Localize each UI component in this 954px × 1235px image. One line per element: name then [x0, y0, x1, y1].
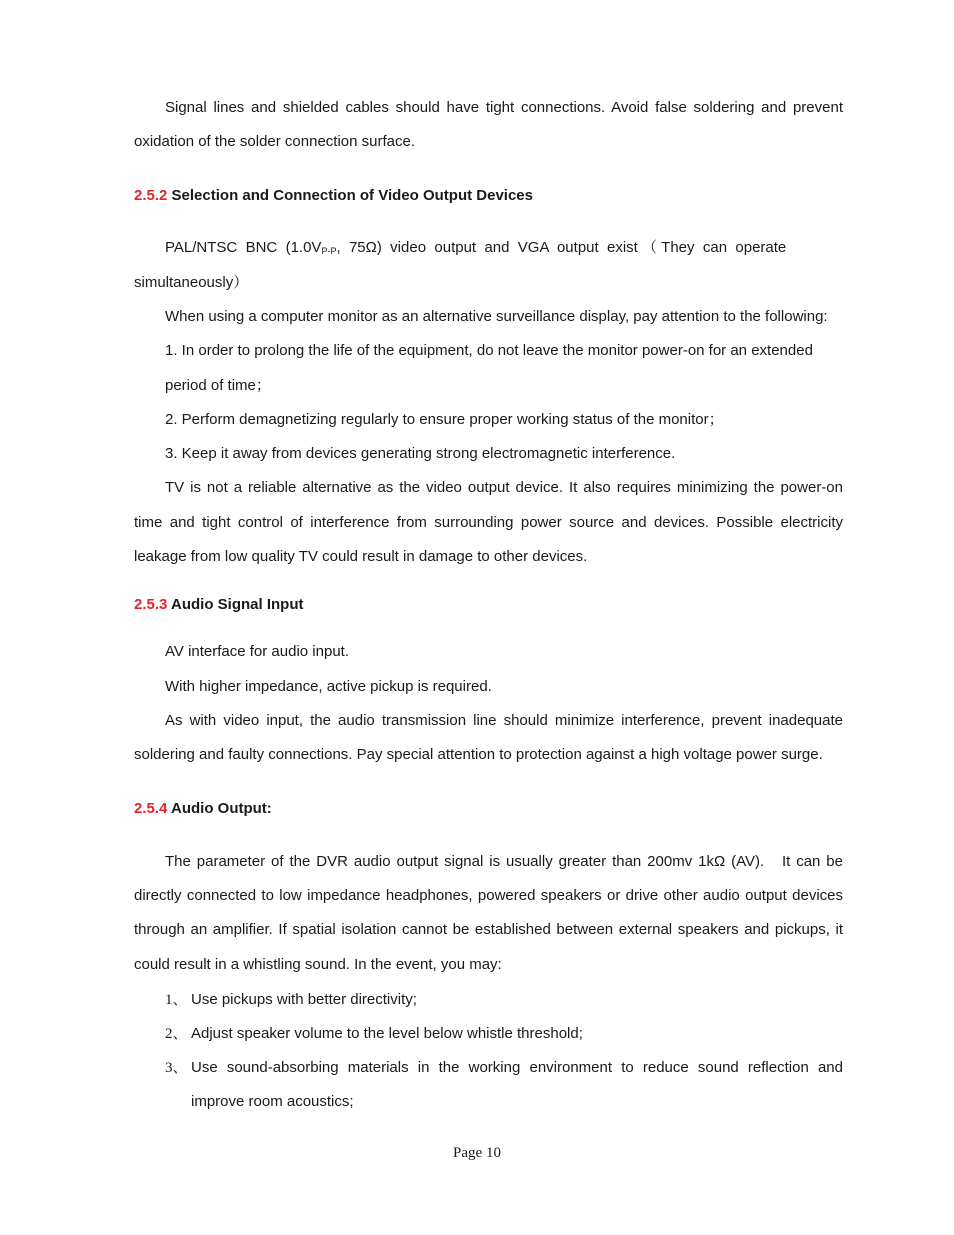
paragraph-line: TV is not a reliable alternative as the video output device. It also requires minimizing the power-on — [165, 479, 843, 496]
paragraph-line: time and tight control of interference from surrounding power source and devices. Possible electricity — [134, 514, 843, 531]
list-item: 3. Keep it away from devices generating strong electromagnetic interference. — [165, 445, 676, 462]
paragraph-line: simultaneously） — [134, 274, 249, 291]
section-number: 2.5.4 — [134, 800, 168, 817]
text-span: PAL/NTSC BNC (1.0V — [165, 239, 322, 256]
paragraph-line: soldering and faulty connections. Pay special attention to protection against a high voltage power surge. — [134, 746, 823, 763]
section-number: 2.5.2 — [134, 187, 168, 204]
page-number: Page 10 — [453, 1145, 501, 1161]
paragraph-line: As with video input, the audio transmission line should minimize interference, prevent inadequate — [165, 712, 843, 729]
list-item-text: Use sound-absorbing materials in the working environment to reduce sound reflection and — [191, 1059, 843, 1076]
section-title: Audio Signal Input — [171, 596, 304, 613]
paragraph-line: AV interface for audio input. — [165, 643, 349, 660]
section-title: Audio Output: — [171, 800, 272, 817]
text-span: , 75Ω) video output and VGA output exist （ They can operate — [336, 239, 787, 256]
list-item: 2. Perform demagnetizing regularly to ensure proper working status of the monitor； — [165, 411, 724, 428]
paragraph-line: leakage from low quality TV could result in damage to other devices. — [134, 548, 588, 565]
section-heading-2-5-3 — [134, 595, 843, 615]
list-marker: 3、 — [165, 1060, 188, 1076]
list-item-text: Adjust speaker volume to the level below whistle threshold; — [191, 1025, 583, 1042]
paragraph-line: With higher impedance, active pickup is required. — [165, 678, 492, 695]
paragraph-line: directly connected to low impedance headphones, powered speakers or drive other audio output devices — [134, 887, 843, 904]
list-item-continuation: improve room acoustics; — [191, 1093, 354, 1110]
list-item: period of time； — [165, 377, 271, 394]
intro-line: oxidation of the solder connection surface. — [134, 133, 416, 150]
list-marker: 1、 — [165, 992, 188, 1008]
list-item — [134, 1024, 843, 1044]
intro-line: Signal lines and shielded cables should have tight connections. Avoid false soldering and prevent — [165, 99, 843, 116]
paragraph-line: could result in a whistling sound. In the event, you may: — [134, 956, 502, 973]
list-item — [134, 990, 843, 1010]
section-heading-2-5-4 — [134, 799, 843, 819]
paragraph-line: When using a computer monitor as an alternative surveillance display, pay attention to the following: — [165, 308, 828, 325]
paragraph-line: through an amplifier. If spatial isolation cannot be established between external speakers and pickups, it — [134, 921, 843, 938]
section-title: Selection and Connection of Video Output Devices — [171, 187, 533, 204]
list-marker: 2、 — [165, 1026, 188, 1042]
section-number: 2.5.3 — [134, 596, 168, 613]
paragraph-line — [134, 238, 843, 261]
list-item — [134, 1058, 843, 1078]
list-item: 1. In order to prolong the life of the equipment, do not leave the monitor power-on for an extended — [165, 342, 813, 359]
section-heading-2-5-2 — [134, 186, 843, 206]
subscript: P-P — [321, 246, 337, 256]
paragraph-line: The parameter of the DVR audio output signal is usually greater than 200mv 1kΩ (AV). It can be — [165, 853, 843, 870]
list-item-text: Use pickups with better directivity; — [191, 991, 417, 1008]
